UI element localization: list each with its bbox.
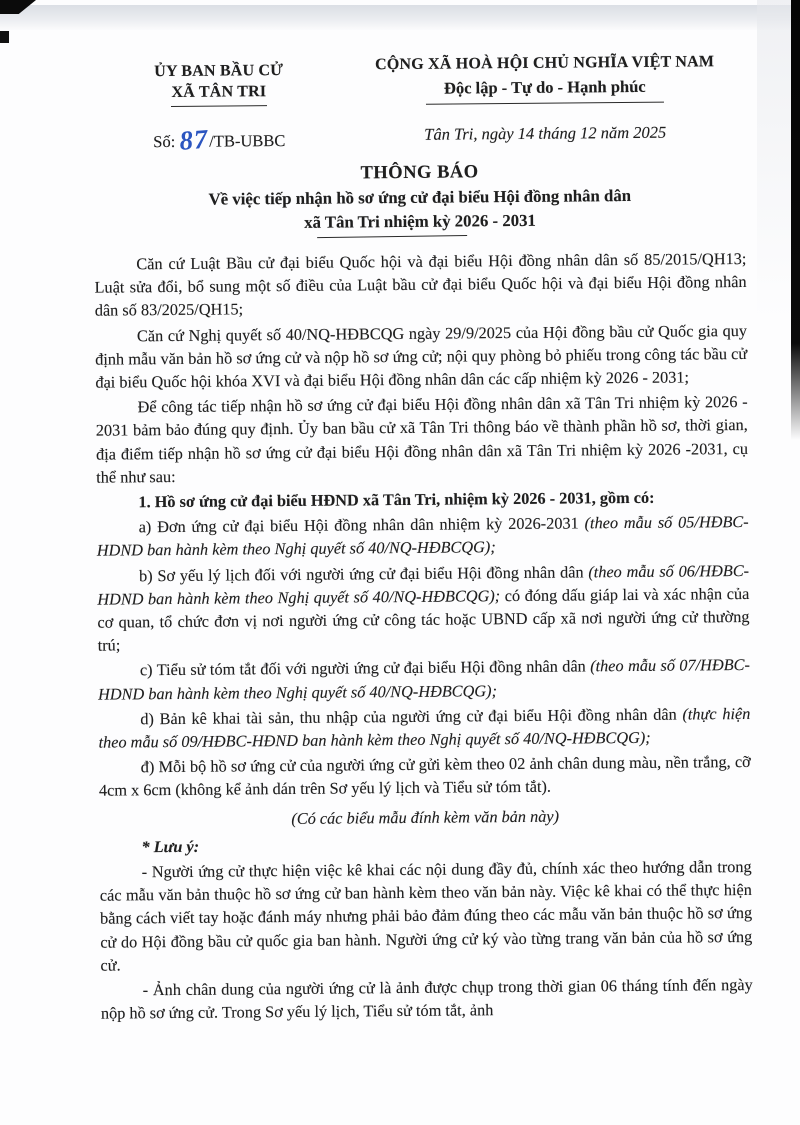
document-title-block (93, 157, 746, 240)
place-and-date: Tân Tri, ngày 14 tháng 12 năm 2025 (424, 122, 667, 144)
list-item-a-text: a) Đơn ứng cử đại biểu Hội đồng nhân dân nhiệm kỳ 2026-2031 (138, 513, 585, 537)
list-item-d-reference: (thực hiện theo mẫu số 09/HĐBC-HĐND ban hành kèm theo Nghị quyết số 40/NQ-HĐBCQG); (98, 703, 751, 752)
list-item-c (98, 653, 750, 705)
list-item-a (97, 510, 749, 562)
document-number-suffix: /TB-UBBC (209, 130, 286, 151)
list-item-b-text-after: có đóng dấu giáp lai và xác nhận của cơ quan, tổ chức đơn vị nơi người ứng cử công tác hoặc UBND cấp xã nơi người ứng cử thường trú; (97, 583, 750, 655)
issuer-underline (171, 105, 267, 107)
list-item-b (97, 559, 750, 657)
section-1-heading: 1. Hồ sơ ứng cử đại biểu HĐND xã Tân Tri, nhiệm kỳ 2026 - 2031, gồm có: (138, 487, 655, 512)
note-label: * Lưu ý: (141, 836, 200, 857)
document-number (93, 123, 345, 156)
document-body (94, 247, 753, 1025)
national-motto-line1: CỘNG XÃ HOÀ HỘI CHỦ NGHĨA VIỆT NAM (374, 53, 715, 74)
paragraph-legal-basis-law: Căn cứ Luật Bầu cử đại biểu Quốc hội và đại biểu Hội đồng nhân dân số 85/2015/QH13; Luật sửa đổi, bổ sung một số điều của Luật bầu cử đại biểu Quốc hội và đại biểu Hội đồng nhân dân số 83/2025/QH15; (94, 248, 747, 321)
document-title: THÔNG BÁO (360, 162, 479, 184)
note-item-1: - Người ứng cử thực hiện việc kê khai các nội dung đầy đủ, chính xác theo hướng dẫn trong các mẫu văn bản thuộc hồ sơ ứng cử ban hành kèm theo văn bản này. Việc kê khai có thể thực hiện bằng cách viết tay hoặc đánh máy nhưng phải bảo đảm đúng theo các mẫu văn bản thuộc hồ sơ ứng cử do Hội đồng bầu cử quốc gia ban hành. Người ứng cử ký vào từng trang văn bản của hồ sơ ứng cử. (99, 857, 753, 975)
title-underline (317, 235, 467, 238)
issuer-name-line1: ỦY BAN BẦU CỬ (154, 62, 284, 81)
list-item-b-reference: (theo mẫu số 06/HĐBC-HDND ban hành kèm theo Nghị quyết số 40/NQ-HĐBCQG); (97, 560, 750, 609)
list-item-d-text: d) Bản kê khai tài sản, thu nhập của người ứng cử đại biểu Hội đồng nhân dân (140, 704, 683, 729)
list-item-dd: đ) Mỗi bộ hồ sơ ứng cử của người ứng cử gửi kèm theo 02 ảnh chân dung màu, nền trắng, cỡ 4cm x 6cm (không kể ảnh dán trên Sơ yếu lý lịch và Tiểu sử tóm tắt). (98, 752, 751, 801)
paragraph-legal-basis-resolution: Căn cứ Nghị quyết số 40/NQ-HĐBCQG ngày 29/9/2025 của Hội đồng bầu cử Quốc gia quy định mẫu văn bản hồ sơ ứng cử và nộp hồ sơ ứng cử; nội quy phòng bỏ phiếu trong công tác bầu cử đại biểu Quốc hội khóa XVI và đại biểu Hội đồng nhân dân các cấp nhiệm kỳ 2026 - 2031; (95, 320, 748, 392)
list-item-c-reference: (theo mẫu số 07/HĐBC-HDND ban hành kèm theo Nghị quyết số 40/NQ-HĐBCQG); (98, 655, 750, 704)
paragraph-purpose: Để công tác tiếp nhận hồ sơ ứng cử đại biểu Hội đồng nhân dân xã Tân Tri nhiệm kỳ 2026 - 2031 bảm bảo đúng quy định. Ủy ban bầu cử xã Tân Tri thông báo về thành phần hồ sơ, thời gian, địa điểm tiếp nhận hồ sơ ứng cử đại biểu Hội đồng nhân dân xã Tân Tri nhiệm kỳ 2026 -2031, cụ thể như sau: (95, 392, 749, 487)
document-subject-line2: xã Tân Tri nhiệm kỳ 2026 - 2031 (304, 210, 536, 232)
document-number-label: Số: (153, 131, 176, 152)
document-header (93, 51, 746, 156)
list-item-d (98, 702, 750, 754)
document-number-handwritten-value: 87 (178, 123, 210, 156)
document-subject-line1: Về việc tiếp nhận hồ sơ ứng cử đại biểu Hội đồng nhân dân (208, 185, 632, 209)
attachment-note: (Có các biểu mẫu đính kèm văn bản này) (291, 806, 560, 828)
issuer-block (93, 54, 346, 156)
issuer-name-line2: XÃ TÂN TRI (171, 83, 267, 101)
list-item-b-text: b) Sơ yếu lý lịch đối với người ứng cử đại biểu Hội đồng nhân dân (139, 562, 589, 585)
national-motto-block (345, 51, 746, 145)
national-motto-line2: Độc lập - Tự do - Hạnh phúc (443, 76, 646, 98)
list-item-a-reference: (theo mẫu số 05/HĐBC-HDND ban hành kèm theo Nghị quyết số 40/NQ-HĐBCQG); (96, 512, 749, 561)
list-item-c-text: c) Tiểu sử tóm tắt đối với người ứng cử đại biểu Hội đồng nhân dân (139, 656, 591, 680)
motto-underline (426, 102, 664, 105)
note-item-2: - Ảnh chân dung của người ứng cử là ảnh được chụp trong thời gian 06 tháng tính đến ngày nộp hồ sơ ứng cử. Trong Sơ yếu lý lịch, Tiểu sử tóm tắt, ảnh (100, 975, 753, 1023)
